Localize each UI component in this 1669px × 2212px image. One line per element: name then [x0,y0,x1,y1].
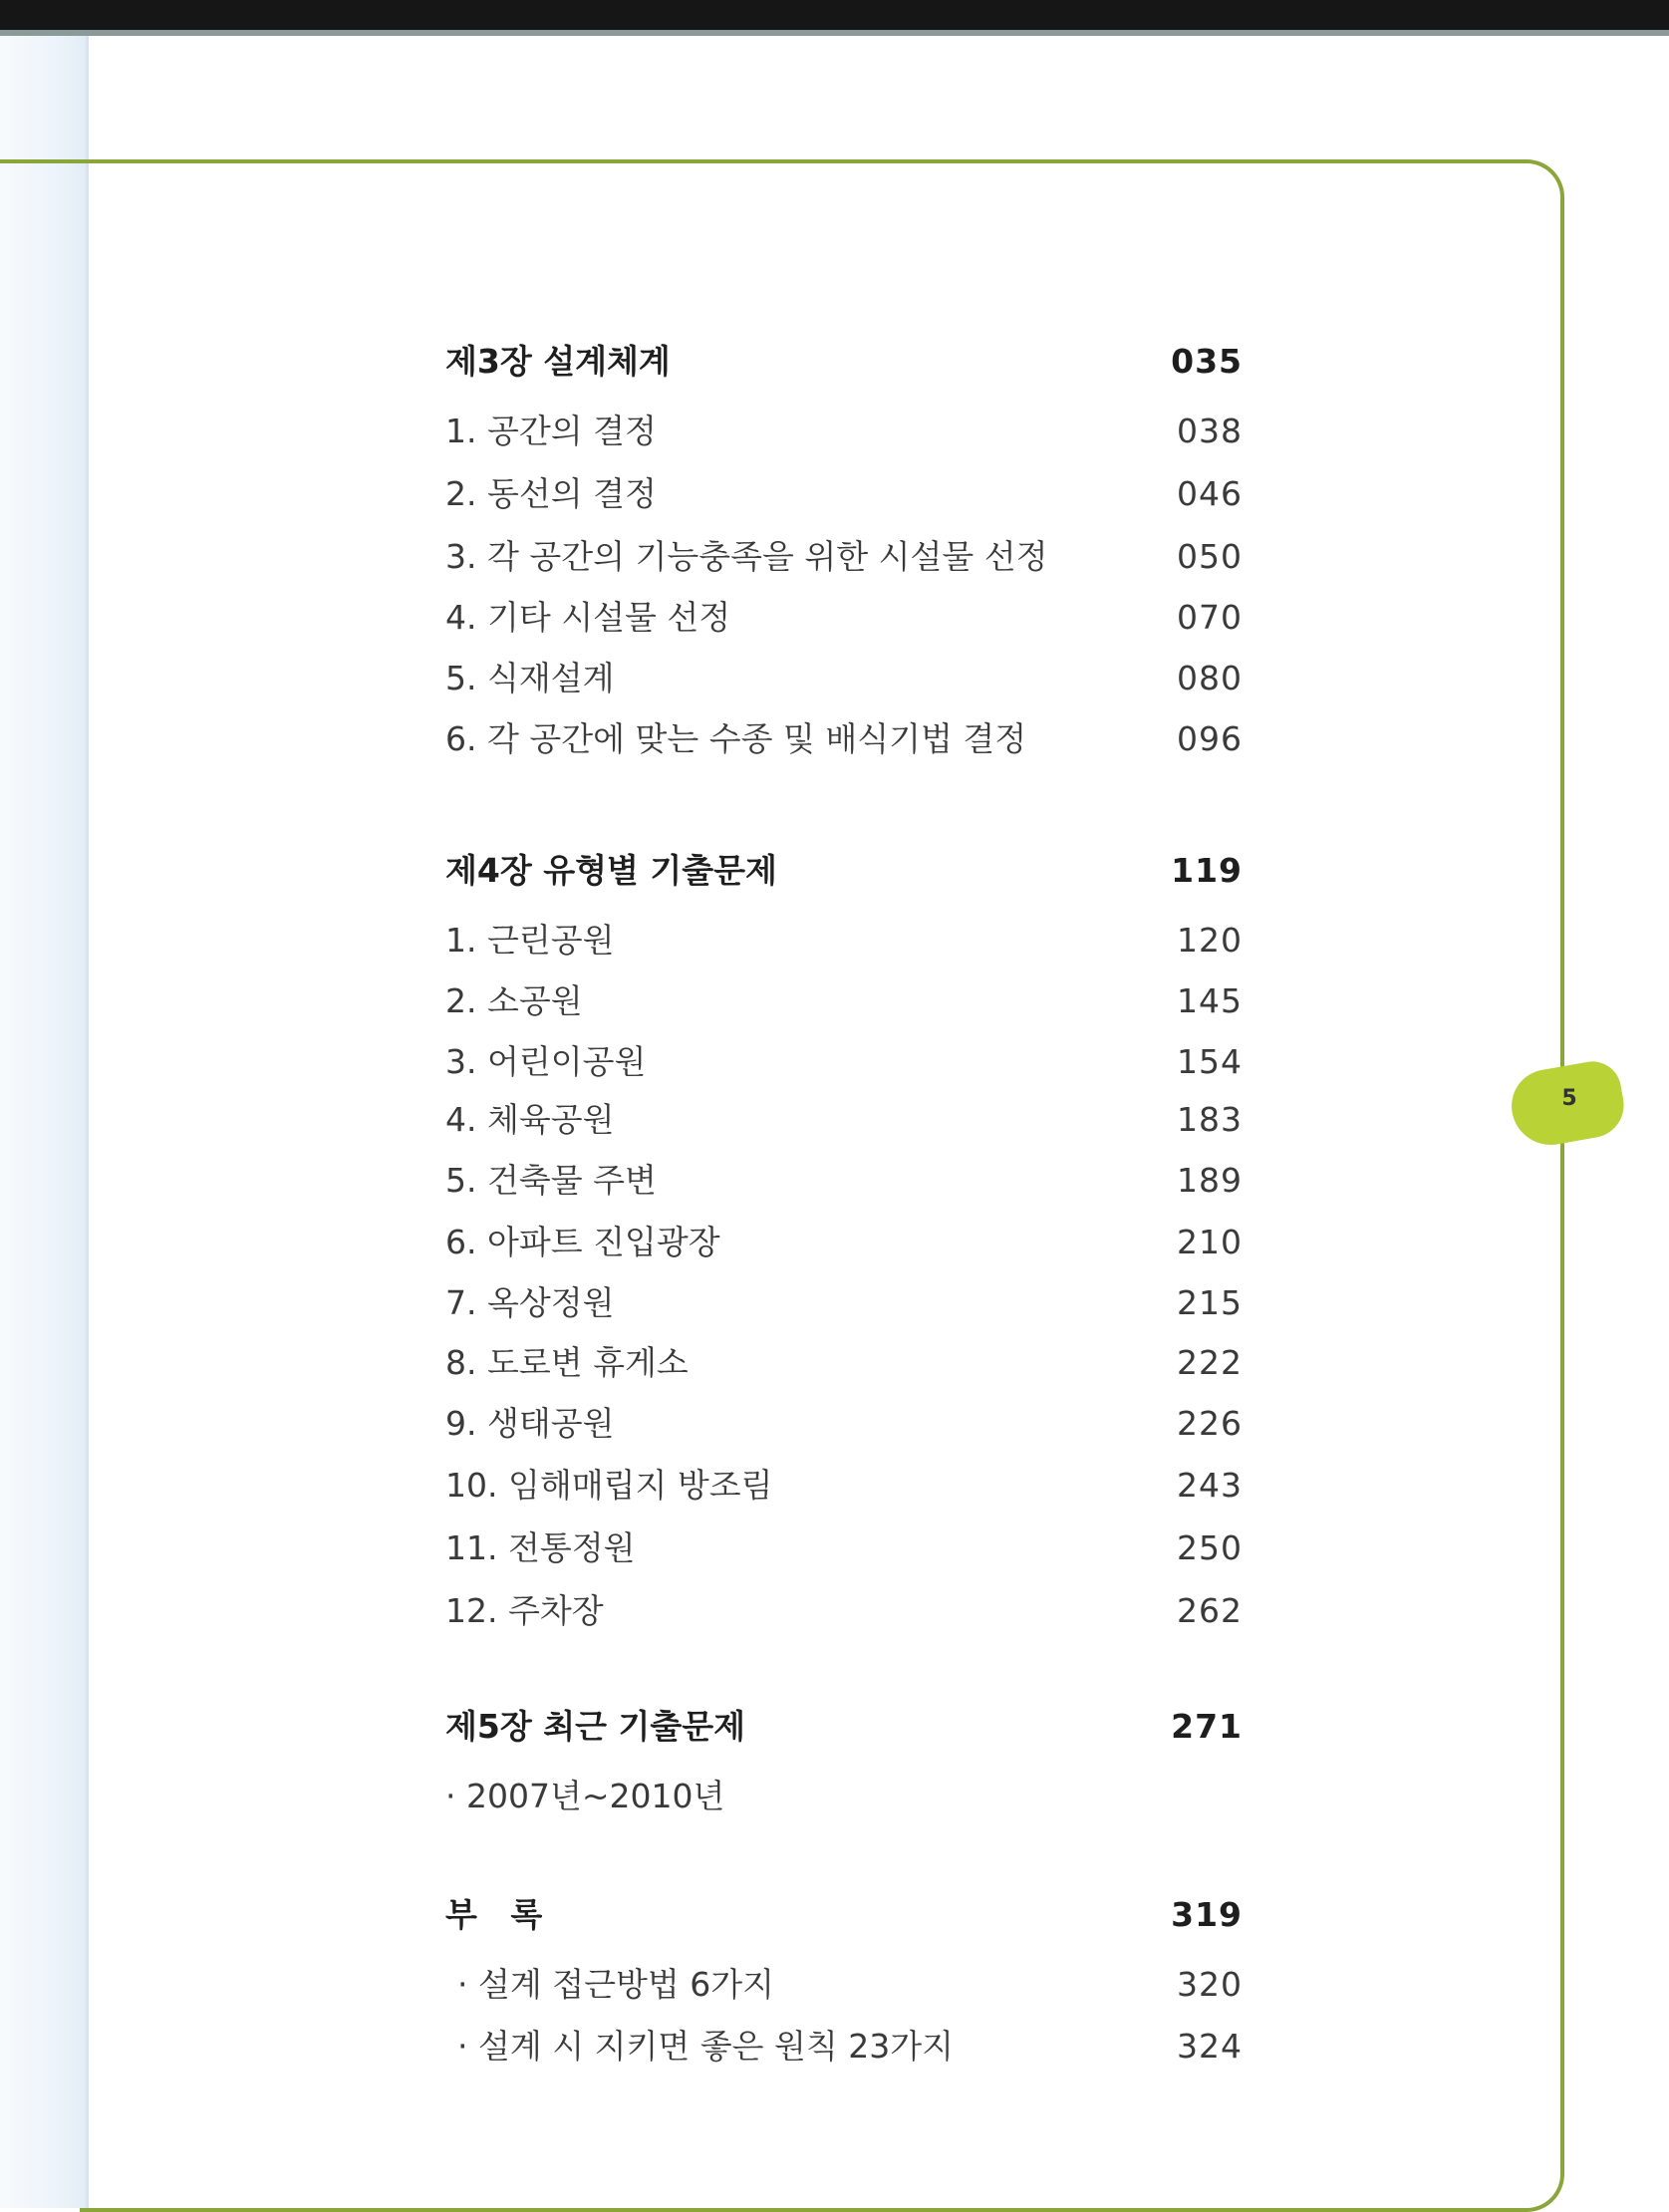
toc-item[interactable] [445,407,1243,456]
item-title: 12. 주차장 [445,1591,604,1630]
page-ref: 145 [1177,981,1243,1020]
chapter-title: 제3장 설계체계 [445,342,671,381]
item-title: 5. 식재설계 [445,659,615,697]
chapter-title: 제5장 최근 기출문제 [445,1707,745,1746]
toc-item[interactable] [445,1586,1243,1636]
page-ref: 080 [1177,659,1243,697]
toc-item[interactable] [445,1960,1243,2010]
page-ref: 324 [1177,2027,1243,2066]
item-title: 1. 근린공원 [445,921,615,960]
toc-item[interactable] [445,1095,1243,1145]
page-ref: 183 [1177,1100,1243,1139]
toc-item[interactable] [445,1338,1243,1388]
page-ref: 243 [1177,1466,1243,1505]
chapter-heading[interactable] [445,846,1243,896]
toc-item[interactable] [445,1156,1243,1206]
toc-item[interactable] [445,1523,1243,1573]
chapter-title: 제4장 유형별 기출문제 [445,851,777,890]
frame-line-left [0,159,88,163]
page-ref: 262 [1177,1591,1243,1630]
page-ref: 215 [1177,1283,1243,1322]
toc-item[interactable] [445,916,1243,966]
item-title: 10. 임해매립지 방조림 [445,1466,773,1505]
chapter-heading[interactable] [445,1702,1243,1752]
toc-item[interactable] [445,1399,1243,1449]
page-ref: 319 [1171,1895,1243,1934]
page-number: 5 [1561,1086,1577,1111]
page-ref: 226 [1177,1404,1243,1443]
toc-item[interactable] [445,593,1243,643]
item-title: 8. 도로변 휴게소 [445,1343,689,1382]
toc-item[interactable] [445,1037,1243,1087]
item-title: 3. 각 공간의 기능충족을 위한 시설물 선정 [445,537,1048,576]
page-ref: 250 [1177,1528,1243,1567]
page-ref: 120 [1177,921,1243,960]
page-ref: 038 [1177,412,1243,450]
toc-item[interactable] [445,532,1243,582]
item-title: 1. 공간의 결정 [445,412,657,450]
page-ref: 046 [1177,474,1243,513]
toc-item[interactable] [445,1461,1243,1511]
page-ref: 035 [1171,342,1243,381]
appendix-heading[interactable] [445,1890,1243,1940]
page-ref: 210 [1177,1223,1243,1261]
item-title: 6. 각 공간에 맞는 수종 및 배식기법 결정 [445,719,1027,758]
page-ref: 271 [1171,1707,1243,1746]
table-of-contents [445,0,1243,2208]
chapter-heading[interactable] [445,337,1243,387]
item-title: 4. 체육공원 [445,1100,615,1139]
page-ref: 320 [1177,1965,1243,2004]
item-title: · 설계 시 지키면 좋은 원칙 23가지 [457,2027,954,2066]
item-title: 6. 아파트 진입광장 [445,1223,720,1261]
toc-item[interactable] [445,1772,1254,1821]
toc-item[interactable] [445,976,1243,1026]
item-title: 11. 전통정원 [445,1528,636,1567]
item-title: 2. 소공원 [445,981,583,1020]
page-ref: 189 [1177,1161,1243,1200]
item-title: · 설계 접근방법 6가지 [457,1965,774,2004]
toc-item[interactable] [445,1218,1243,1267]
toc-item[interactable] [445,654,1243,703]
page-ref: 096 [1177,719,1243,758]
page-ref: 154 [1177,1042,1243,1081]
item-title: 4. 기타 시설물 선정 [445,598,731,637]
facing-page-edge [0,36,88,2208]
toc-item[interactable] [445,1278,1243,1328]
item-title: 9. 생태공원 [445,1404,615,1443]
item-title: 7. 옥상정원 [445,1283,615,1322]
item-title: 5. 건축물 주변 [445,1161,657,1200]
page-ref: 050 [1177,537,1243,576]
toc-item[interactable] [445,469,1243,519]
chapter-title: 부 록 [445,1895,543,1934]
item-title: · 2007년~2010년 [445,1777,725,1815]
page-ref: 070 [1177,598,1243,637]
toc-item[interactable] [445,2022,1243,2072]
page-ref: 119 [1171,851,1243,890]
item-title: 3. 어린이공원 [445,1042,647,1081]
page-ref: 222 [1177,1343,1243,1382]
toc-item[interactable] [445,714,1243,764]
item-title: 2. 동선의 결정 [445,474,657,513]
